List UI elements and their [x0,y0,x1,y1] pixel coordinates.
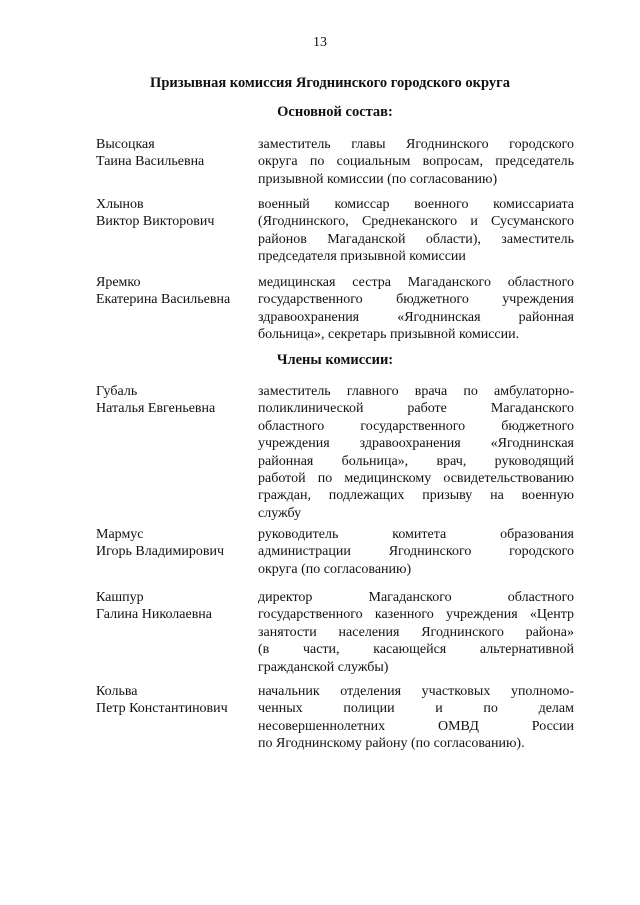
role-line: поликлинической работе Магаданского [258,401,574,417]
role-line: больница», секретарь призывной комиссии. [258,327,520,343]
member-name [96,383,256,417]
member-surname: Яремко [96,275,141,290]
member-role [258,136,574,188]
document-title: Призывная комиссия Ягоднинского городского округа [150,75,510,91]
member-name [96,136,256,170]
member-name [96,589,256,623]
member-name [96,274,256,308]
member-given-names: Виктор Викторович [96,214,215,229]
role-line: областного государственного бюджетного [258,418,574,434]
role-line: ченных полиции и по делам [258,701,574,717]
member-role [258,589,574,676]
role-line: начальник отделения участковых уполномо- [258,684,574,699]
member-given-names: Галина Николаевна [96,607,213,622]
member-name [96,683,256,717]
member-given-names: Игорь Владимирович [96,544,225,559]
role-line: граждан, подлежащих призыву на военную [258,488,574,504]
role-line: (в части, касающейся альтернативной [258,642,574,658]
member-given-names: Таина Васильевна [96,154,205,169]
member-surname: Губаль [96,384,138,399]
member-given-names: Петр Константинович [96,701,228,716]
member-given-names: Екатерина Васильевна [96,292,231,307]
role-line: районов Магаданской области), заместитель [258,231,574,247]
member-role [258,526,574,578]
member-surname: Мармус [96,527,144,542]
role-line: заместитель главного врача по амбулаторно- [258,384,574,399]
member-surname: Хлынов [96,197,144,212]
section-heading-commission: Члены комиссии: [276,352,394,368]
role-line: (Ягоднинского, Среднеканского и Сусуманского [258,214,574,230]
member-given-names: Наталья Евгеньевна [96,401,216,416]
role-line: государственного казенного учреждения «Центр [258,607,574,623]
role-line: медицинская сестра Магаданского областного [258,275,574,290]
role-line: администрации Ягоднинского городского [258,544,574,560]
member-role [258,196,574,266]
role-line: учреждения здравоохранения «Ягоднинская [258,436,574,452]
role-line: округа (по согласованию) [258,561,412,577]
role-line: директор Магаданского областного [258,590,574,605]
member-role [258,683,574,753]
role-line: руководитель комитета образования [258,527,574,542]
role-line: службу [258,505,302,521]
member-role [258,383,574,522]
role-line: гражданской службы) [258,659,389,675]
member-surname: Высоцкая [96,137,155,152]
role-line: районная больница», врач, руководящий [258,453,574,469]
member-surname: Кольва [96,684,138,699]
role-line: государственного бюджетного учреждения [258,292,574,308]
page-number: 13 [313,35,327,50]
role-line: по Ягоднинскому району (по согласованию). [258,736,525,752]
role-line: занятости населения Ягоднинского района» [258,624,574,640]
role-line: призывной комиссии (по согласованию) [258,171,498,187]
member-name [96,526,256,560]
role-line: работой по медицинскому освидетельствованию [258,471,574,487]
role-line: здравоохранения «Ягоднинская районная [258,309,574,325]
role-line: заместитель главы Ягоднинского городского [258,137,574,152]
member-surname: Кашпур [96,590,144,605]
member-role [258,274,574,344]
role-line: военный комиссар военного комиссариата [258,197,574,212]
role-line: округа по социальным вопросам, председатель [258,154,574,170]
role-line: несовершеннолетних ОМВД России [258,718,574,734]
member-name [96,196,256,230]
role-line: председателя призывной комиссии [258,249,466,265]
section-heading-main: Основной состав: [277,104,393,120]
